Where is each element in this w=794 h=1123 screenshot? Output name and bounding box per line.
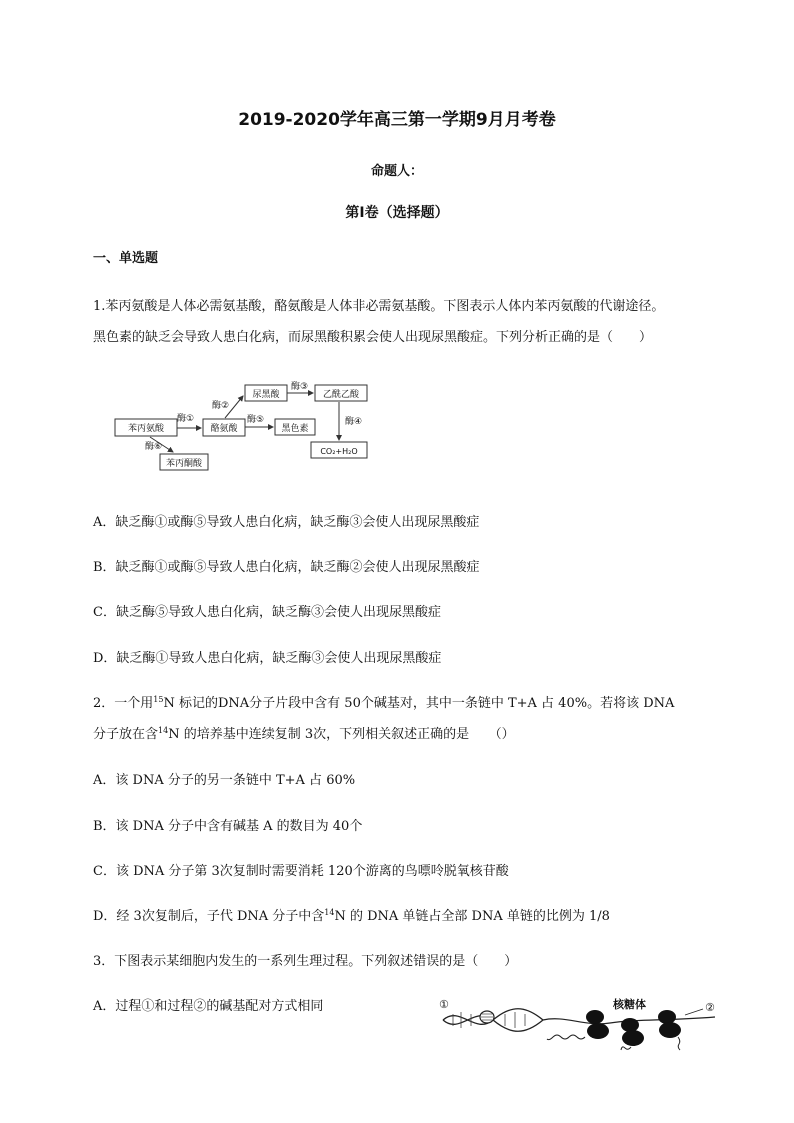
q2-stem-part: 分子放在含 [93, 727, 159, 742]
label-co2-h2o: CO₂+H₂O [320, 447, 358, 456]
q2-option-d-part: D．经 3次复制后，子代 DNA 分子中含 [93, 909, 325, 924]
q2-stem-part: N 的培养基中连续复制 3次，下列相关叙述正确的是 （） [168, 727, 515, 742]
label-melanin: 黑色素 [281, 424, 309, 434]
q3-translation-diagram [435, 995, 725, 1065]
label-homogentisic: 尿黑酸 [252, 390, 280, 400]
q2-option-d-isotope: 14 [324, 908, 335, 917]
label-process-2: ② [705, 1001, 715, 1014]
q2-isotope-14: 14 [158, 726, 169, 735]
exam-proposer: 命题人： [370, 164, 423, 179]
exam-volume: 第I卷（选择题） [345, 205, 449, 221]
q2-stem-line2 [93, 723, 515, 742]
q2-option-d-part: N 的 DNA 单链占全部 DNA 单链的比例为 1/8 [334, 909, 610, 924]
q1-stem-line1: 1.苯丙氨酸是人体必需氨基酸，酪氨酸是人体非必需氨基酸。下图表示人体内苯丙氨酸的代谢途径。 [93, 299, 665, 314]
label-phenylalanine: 苯丙氨酸 [127, 424, 165, 434]
q1-option-c: C．缺乏酶⑤导致人患白化病，缺乏酶③会使人出现尿黑酸症 [93, 605, 441, 620]
q3-stem: 3．下图表示某细胞内发生的一系列生理过程。下列叙述错误的是（ ） [93, 954, 518, 969]
q2-option-a: A．该 DNA 分子的另一条链中 T+A 占 60% [93, 773, 356, 788]
ribosome-2 [621, 1018, 639, 1032]
q1-option-d: D．缺乏酶①导致人患白化病，缺乏酶③会使人出现尿黑酸症 [93, 651, 442, 666]
section-heading: 一、单选题 [93, 251, 159, 266]
label-phenylpyruvic: 苯丙酮酸 [165, 459, 203, 469]
q2-stem-line1 [93, 692, 674, 711]
label-enzyme4: 酶④ [345, 417, 363, 427]
label-enzyme2: 酶② [212, 401, 230, 411]
label-tyrosine: 酪氨酸 [210, 424, 238, 434]
q1-stem-line2: 黑色素的缺乏会导致人患白化病，而尿黑酸积累会使人出现尿黑酸症。下列分析正确的是（ ） [93, 330, 653, 345]
q1-metabolism-diagram [95, 372, 385, 480]
q1-option-a: A．缺乏酶①或酶⑤导致人患白化病，缺乏酶③会使人出现尿黑酸症 [93, 515, 480, 530]
label-enzyme5: 酶⑤ [247, 415, 265, 425]
q3-option-a: A．过程①和过程②的碱基配对方式相同 [93, 999, 324, 1014]
label-ribosome: 核糖体 [613, 998, 646, 1011]
q2-option-b: B．该 DNA 分子中含有碱基 A 的数目为 40个 [93, 819, 363, 834]
q2-stem-part: 2．一个用 [93, 696, 154, 711]
polypeptide-1 [547, 1035, 585, 1040]
label-enzyme1: 酶① [177, 414, 195, 424]
exam-title: 2019-2020学年高三第一学期9月月考卷 [238, 110, 556, 130]
label-enzyme6: 酶⑥ [145, 442, 163, 452]
label-process-1: ① [439, 998, 449, 1011]
q1-option-b: B．缺乏酶①或酶⑤导致人患白化病，缺乏酶②会使人出现尿黑酸症 [93, 560, 480, 575]
ribosome-3 [658, 1010, 676, 1024]
q2-isotope-15: 15 [153, 695, 164, 704]
polypeptide-2 [621, 1047, 631, 1050]
label-acetoacetic: 乙酰乙酸 [322, 390, 360, 400]
polypeptide-3 [678, 1037, 680, 1050]
label-enzyme3: 酶③ [291, 382, 309, 392]
q2-option-c: C．该 DNA 分子第 3次复制时需要消耗 120个游离的鸟嘌呤脱氧核苷酸 [93, 864, 509, 879]
q2-option-d [93, 905, 610, 924]
ribosome-1 [586, 1010, 604, 1024]
q2-stem-part: N 标记的DNA分子片段中含有 50个碱基对，其中一条链中 T+A 占 40%。若将该 DNA [163, 696, 675, 711]
